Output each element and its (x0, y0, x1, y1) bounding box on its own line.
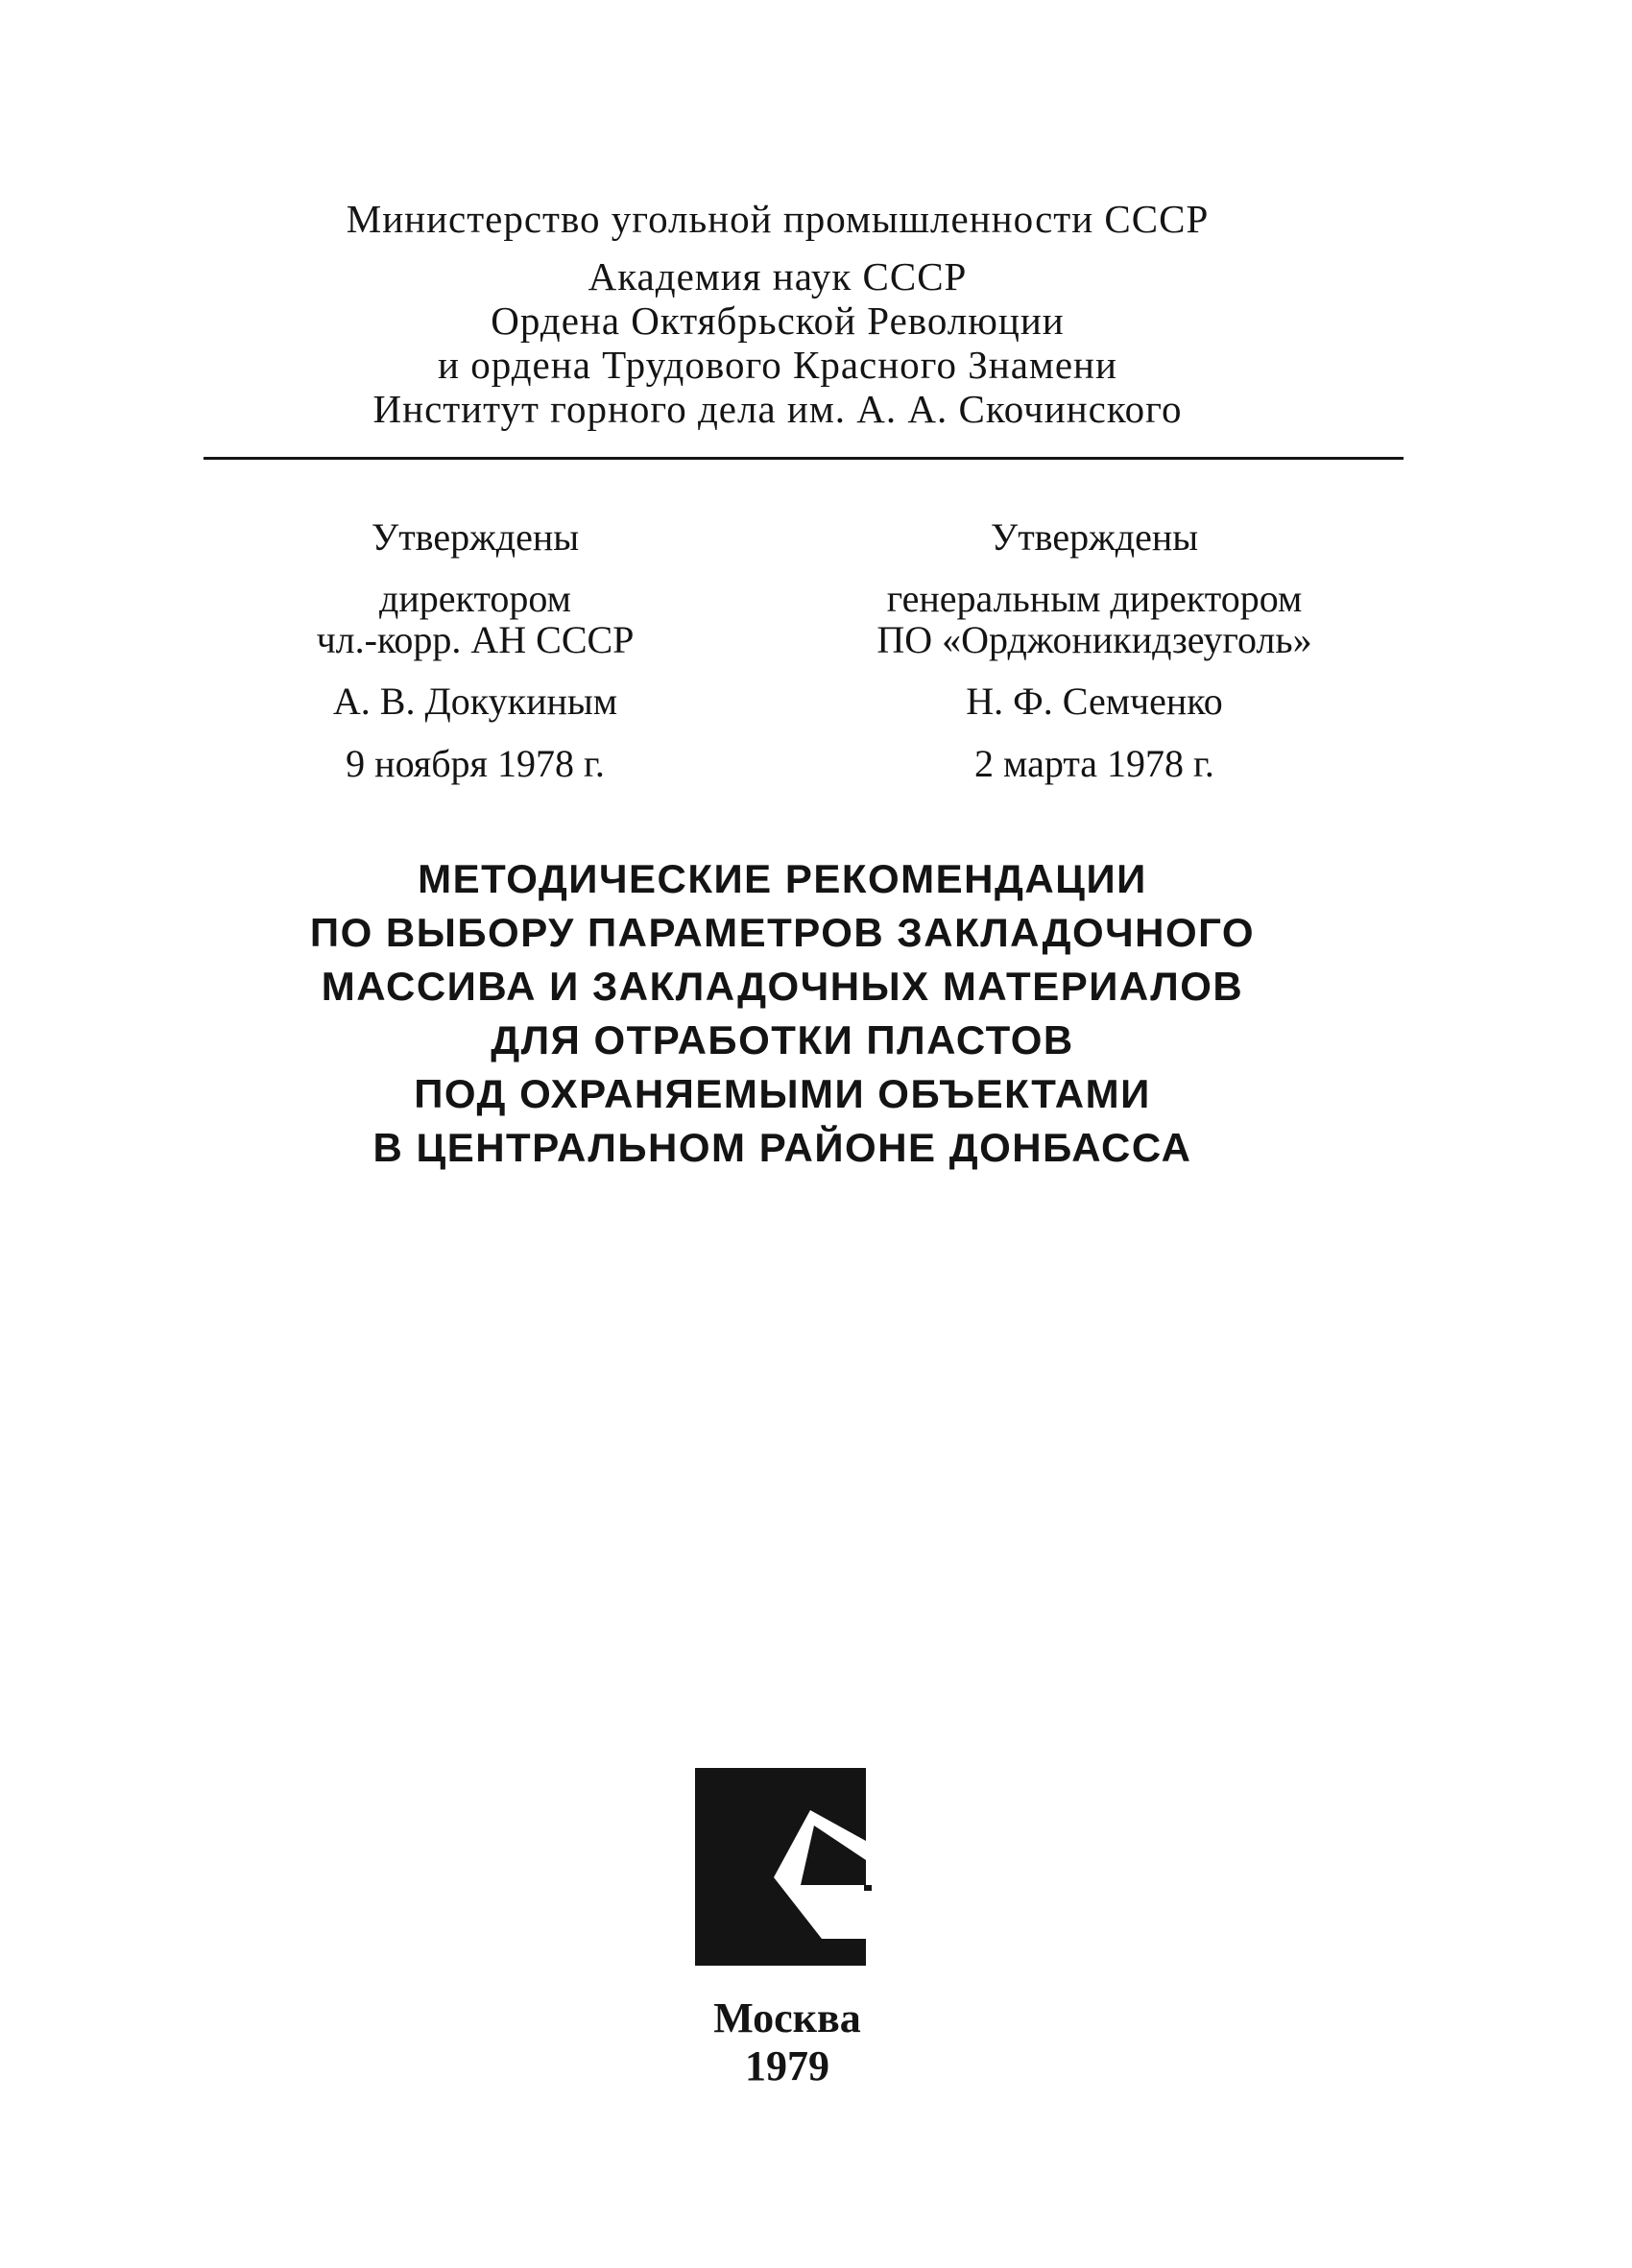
institute-name: Институт горного дела им. А. А. Скочинского (372, 387, 1183, 431)
approval-right-role-1: генеральным директором (886, 577, 1303, 620)
approval-right-role-2: ПО «Орджоникидзеуголь» (876, 618, 1312, 661)
issuing-organizations (192, 197, 1363, 431)
imprint (672, 1994, 902, 2090)
approval-left-heading: Утверждены (371, 515, 580, 559)
order-line-1: Ордена Октябрьской Революции (491, 298, 1065, 343)
document-title (192, 852, 1373, 1175)
order-line-2: и ордена Трудового Красного Знамени (438, 343, 1117, 387)
academy-name: Академия наук СССР (588, 254, 968, 298)
title-line: ДЛЯ ОТРАБОТКИ ПЛАСТОВ (491, 1017, 1074, 1062)
title-line: МЕТОДИЧЕСКИЕ РЕКОМЕНДАЦИИ (418, 856, 1147, 901)
approval-right-person: Н. Ф. Семченко (966, 680, 1223, 723)
title-line: МАССИВА И ЗАКЛАДОЧНЫХ МАТЕРИАЛОВ (321, 964, 1244, 1009)
imprint-year: 1979 (745, 2042, 829, 2089)
title-line: В ЦЕНТРАЛЬНОМ РАЙОНЕ ДОНБАССА (372, 1125, 1192, 1170)
title-line: ПОД ОХРАНЯЕМЫМИ ОБЪЕКТАМИ (414, 1071, 1151, 1116)
header-divider (204, 457, 1404, 460)
title-line: ПО ВЫБОРУ ПАРАМЕТРОВ ЗАКЛАДОЧНОГО (309, 910, 1256, 955)
approval-left-role-2: чл.-корр. АН СССР (316, 618, 635, 661)
approval-left-role-1: директором (379, 577, 571, 620)
ministry-name: Министерство угольной промышленности СССР (346, 197, 1210, 241)
approval-right (806, 513, 1382, 788)
imprint-city: Москва (713, 1994, 861, 2041)
approval-right-heading: Утверждены (990, 515, 1199, 559)
approval-left-date: 9 ноября 1978 г. (346, 742, 605, 785)
approval-left-person: А. В. Докукиным (332, 680, 618, 723)
approval-right-date: 2 марта 1978 г. (974, 742, 1214, 785)
publisher-logo-icon (695, 1768, 876, 1966)
approval-left (269, 513, 682, 788)
